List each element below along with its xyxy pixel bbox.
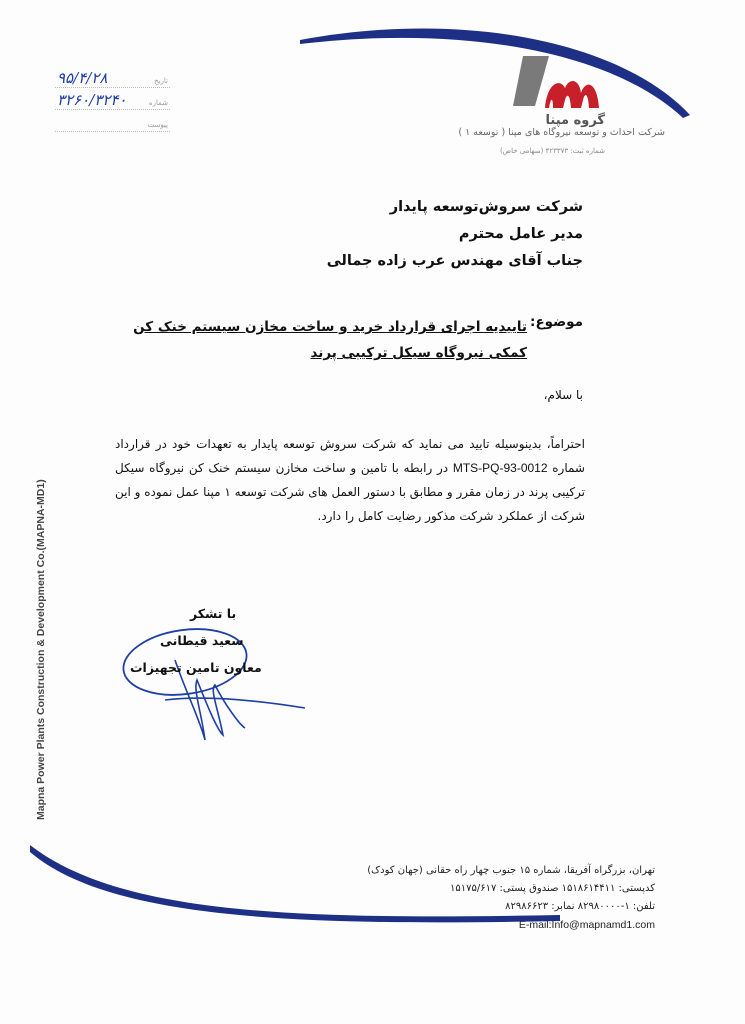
- signer-title: معاون تامین تجهیزات: [130, 660, 262, 675]
- attachment-row: [55, 112, 170, 132]
- letter-meta: [55, 68, 170, 134]
- footer-address: تهران، بزرگراه آفریقا، شماره ۱۵ جنوب چهار راه حقانی (جهان کودک): [367, 865, 655, 876]
- body-part-2: در رابطه با تامین و ساخت مخازن سیستم خنک کن نیروگاه سیکل ترکیبی پرند در زمان مقرر و مطابق با دستور العمل های شرکت توسعه ۱ مپنا عمل نموده و این شرکت از عملکرد شرکت مذکور رضایت کامل را دارد.: [115, 461, 585, 523]
- signature-stamp: [105, 600, 315, 750]
- signer-name: سعید قیطانی: [160, 633, 244, 648]
- date-value: ۹۵/۴/۲۸: [57, 69, 108, 87]
- company-name: شرکت احداث و توسعه نیروگاه های مپنا ( توسعه ۱ ): [458, 127, 665, 138]
- recipient-company: شرکت سروش‌توسعه پایدار: [389, 199, 583, 215]
- footer-postal: کدپستی: ۱۵۱۸۶۱۴۴۱۱ صندوق پستی: ۱۵۱۷۵/۶۱۷: [450, 883, 655, 894]
- date-label: تاریخ: [154, 77, 168, 85]
- footer-email: E-mail:Info@mapnamd1.com: [518, 919, 655, 931]
- number-row: [55, 90, 170, 110]
- body-part-1: احتراماً، بدینوسیله تایید می نماید که شرکت سروش توسعه پایدار به تعهدات خود در قرارداد شماره: [115, 437, 585, 475]
- closing: با تشکر: [190, 606, 237, 621]
- date-row: [55, 68, 170, 88]
- body-paragraph: [115, 432, 585, 528]
- number-value: ۳۲۶۰/۳۲۴۰: [57, 91, 127, 109]
- logo-text: گروه مپنا: [545, 113, 605, 128]
- side-company-text: Mapna Power Plants Construction & Development Co.(MAPNA-MD1): [35, 479, 47, 820]
- number-label: شماره: [148, 99, 168, 107]
- recipient-name: جناب آقای مهندس عرب زاده جمالی: [326, 253, 583, 269]
- mapna-logo: [505, 48, 625, 128]
- contract-number: MTS-PQ-93-0012: [452, 461, 548, 475]
- subject-text: تاییدیه اجرای قرارداد خرید و ساخت مخازن سیستم خنک کن کمکی نیروگاه سیکل ترکیبی پرند: [133, 319, 527, 361]
- footer-phone: تلفن: ۱-۸۲۹۸۰۰۰۰ نمابر: ۸۲۹۸۶۶۲۳: [505, 901, 655, 912]
- recipient-block: [327, 194, 583, 275]
- attachment-label: پیوست: [147, 121, 168, 129]
- greeting: با سلام،: [543, 388, 583, 402]
- subject-label: موضوع:: [530, 314, 583, 330]
- footer-contact: [367, 862, 655, 934]
- recipient-position: مدیر عامل محترم: [458, 226, 583, 242]
- company-registration: شماره ثبت: ۴۲۳۳۷۳ (سهامی خاص): [499, 147, 605, 155]
